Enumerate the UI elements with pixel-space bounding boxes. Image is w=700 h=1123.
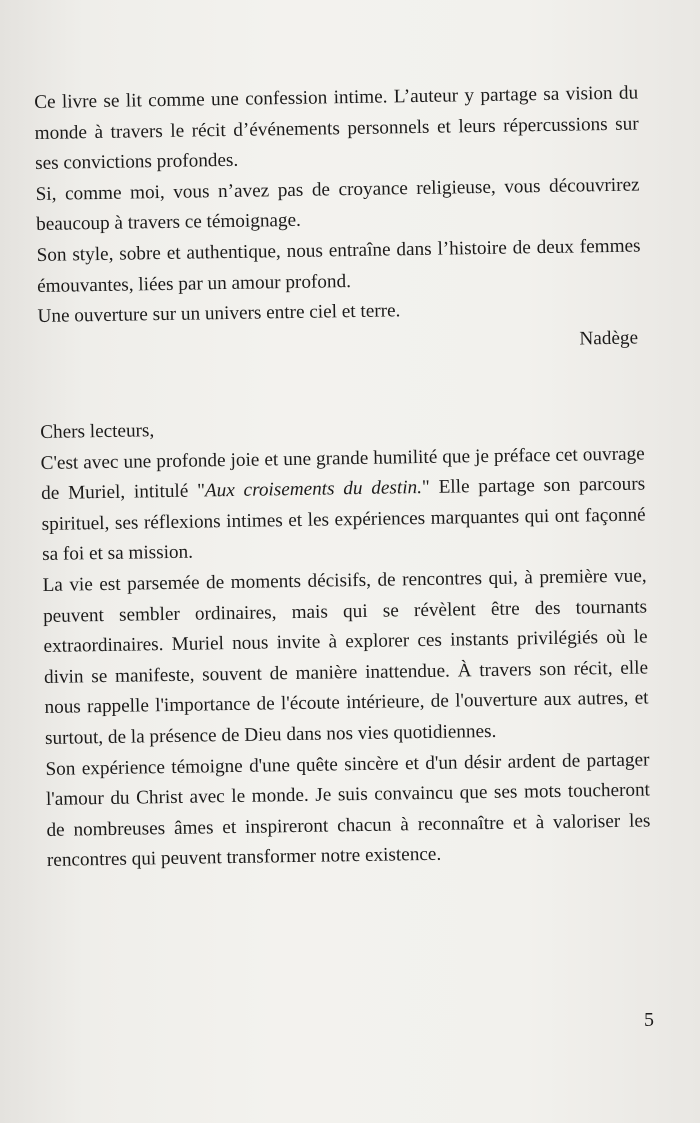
review-paragraph-2: Si, comme moi, vous n’avez pas de croyance religieuse, vous découvrirez beaucoup à travers ce témoignage. [35,174,640,236]
review-signature: Nadège [579,327,639,350]
preface-paragraph-2: La vie est parsemée de moments décisifs, de rencontres qui, à première vue, peuvent sembler ordinaires, mais qui se révèlent être des tournants extraordinaires. Muriel nous invite à explorer ces instants privilégiés où le divin se manifeste, souvent de manière inattendue. À travers son récit, elle nous rappelle l'importance de l'écoute intérieure, de l'ouverture aux autres, et surtout, de la présence de Dieu dans nos vies quotidiennes. [42,565,649,749]
preface-paragraph-1 [40,439,646,571]
review-paragraph-4: Une ouverture sur un univers entre ciel et terre. [37,300,401,328]
preface-paragraph-3: Son expérience témoigne d'une quête sincère et d'un désir ardent de partager l'amour du Christ avec le monde. Je suis convaincu que ses mots toucheront de nombreuses âmes et inspireront chacun à reconnaître et à valoriser les rencontres qui peuvent transformer notre existence. [45,749,651,872]
page-number: 5 [644,1009,654,1031]
book-title: Aux croisements du destin. [204,477,423,502]
preface-greeting: Chers lecteurs, [40,420,155,443]
review-paragraph-1: Ce livre se lit comme une confession intime. L’auteur y partage sa vision du monde à travers le récit d’événements personnels et leurs répercussions sur ses convictions profondes. [34,82,639,175]
preface-section [40,409,651,877]
preface-p1-end: " Elle partage son parcours spirituel, ses réflexions intimes et les expériences marquantes qui ont façonné sa foi et sa mission. [41,473,646,566]
preface-p1-start: C'est avec une profonde joie et une grande humilité que je préface cet ouvrage de Muriel, intitulé " [40,443,645,505]
review-paragraph-3: Son style, sobre et authentique, nous entraîne dans l’histoire de deux femmes émouvantes, liées par un amour profond. [36,235,641,297]
review-section [34,79,642,364]
